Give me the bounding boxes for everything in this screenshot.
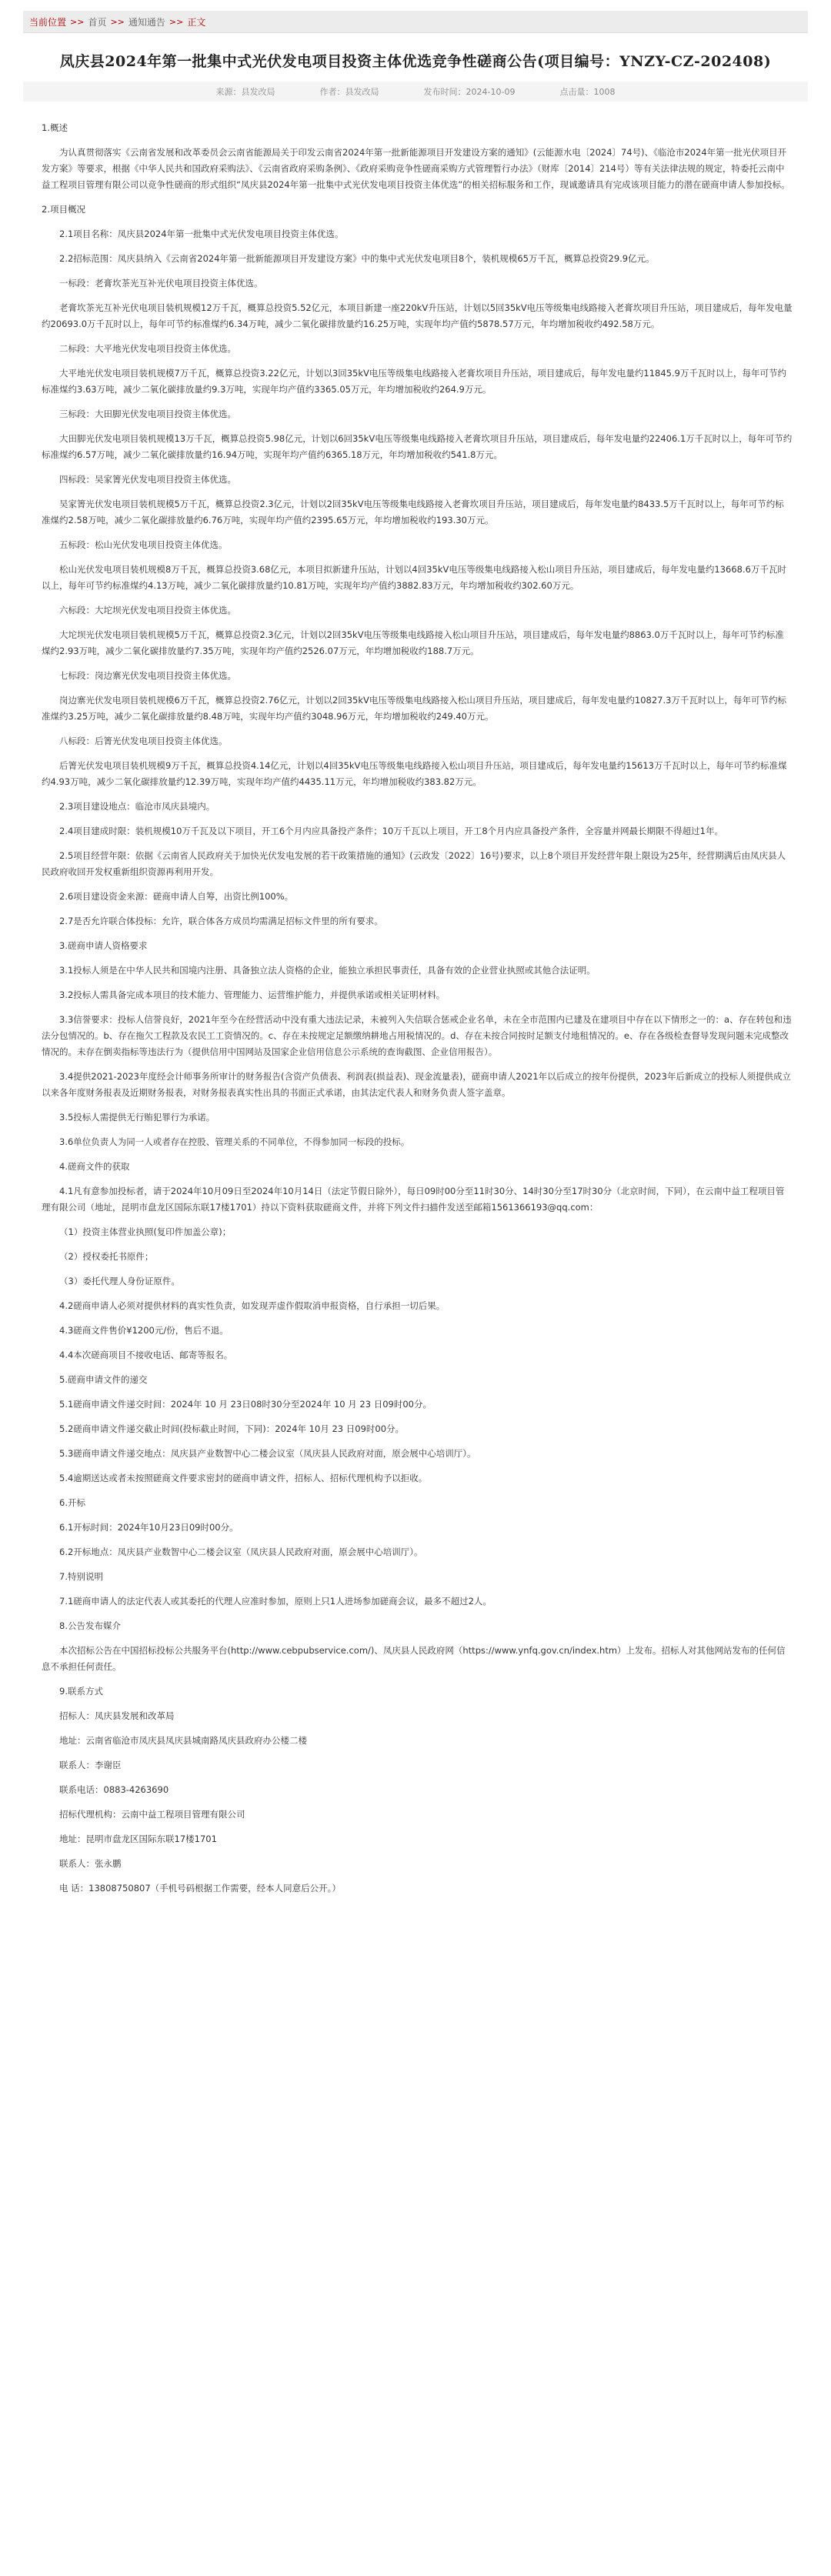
breadcrumb: [23, 11, 808, 33]
article-paragraph: 6.1开标时间：2024年10月23日09时00分。: [59, 1522, 239, 1533]
breadcrumb-current: 正文: [187, 16, 206, 28]
article-paragraph: 5.4逾期送达或者未按照磋商文件要求密封的磋商申请文件，招标人、招标代理机构予以拒收。: [59, 1473, 428, 1483]
article-paragraph: 大坨坝光伏发电项目装机规模5万千瓦，概算总投资2.3亿元，计划以2回35kV电压等级集电线路接入松山项目升压站，项目建成后，每年发电量约8863.0万千瓦时以上，每年可节约标准煤约2.93万吨，减少二氧化碳排放量约7.35万吨，实现年均产值约2526.07万元，年均增加税收约188.7万元。: [42, 629, 784, 656]
article-paragraph: 五标段：松山光伏发电项目投资主体优选。: [59, 539, 228, 550]
article-author: 作者：县发改局: [319, 87, 379, 97]
article-paragraph: （3）委托代理人身份证原件。: [59, 1276, 180, 1286]
article-paragraph: 为认真贯彻落实《云南省发展和改革委员会云南省能源局关于印发云南省2024年第一批新能源项目开发建设方案的通知》(云能源水电〔2024〕74号)、《临沧市2024年第一批光伏项目开发方案》等要求，根据《中华人民共和国政府采购法》、《云南省政府采购条例》、《政府采购竞争性磋商采购方式管理暂行办法》（财库〔2014〕214号）等有关法律法规的规定，特委托云南中益工程项目管理有限公司以竞争性磋商的形式组织“凤庆县2024年第一批集中式光伏发电项目投资主体优选”的相关招标服务和工作，现诚邀请具有完成该项目能力的潜在磋商申请人参加投标。: [42, 147, 790, 190]
article-paragraph: 一标段：老膏坎茶光互补光伏电项目投资主体优选。: [59, 278, 263, 289]
article-paragraph: 电 话：13808750807（手机号码根据工作需要，经本人同意后公开。）: [59, 1883, 341, 1894]
article-paragraph: 老膏坎茶光互补光伏电项目装机规模12万千瓦，概算总投资5.52亿元，本项目新建一座220kV升压站，计划以5回35kV电压等级集电线路接入老膏坎项目升压站，项目建成后，每年发电量约20693.0万千瓦时以上，每年可节约标准煤约6.34万吨，减少二氧化碳排放量约16.25万吨，实现年均产值约5878.57万元，年均增加税收约492.58万元。: [42, 302, 793, 329]
article-paragraph: 四标段：吴家箐光伏发电项目投资主体优选。: [59, 474, 236, 485]
breadcrumb-separator-icon: >>: [70, 16, 85, 27]
article-paragraph: 3.2投标人需具备完成本项目的技术能力、管理能力、运营维护能力，并提供承诺或相关证明材料。: [59, 989, 446, 1000]
article-paragraph: 本次招标公告在中国招标投标公共服务平台(http://www.cebpubservice.com/)、凤庆县人民政府网（https://www.ynfq.gov.cn/index.htm）上发布。招标人对其他网站发布的任何信息不承担任何责任。: [42, 1645, 786, 1672]
breadcrumb-home-link[interactable]: 首页: [88, 16, 107, 28]
article-paragraph: 联系人：张永鹏: [59, 1858, 122, 1869]
article-paragraph: 8.公告发布媒介: [59, 1620, 121, 1631]
article-paragraph: 3.磋商申请人资格要求: [59, 940, 148, 951]
article-paragraph: 六标段：大坨坝光伏发电项目投资主体优选。: [59, 605, 236, 616]
article-paragraph: 2.6项目建设资金来源：磋商申请人自筹，出资比例100%。: [59, 891, 294, 902]
article-paragraph: 松山光伏发电项目装机规模8万千瓦，概算总投资3.68亿元，本项目拟新建升压站，计划以4回35kV电压等级集电线路接入松山项目升压站，项目建成后，每年发电量约13668.6万千瓦时以上，每年可节约标准煤约4.13万吨，减少二氧化碳排放量约10.81万吨，实现年均产值约3882.83万元，年均增加税收约302.60万元。: [42, 564, 786, 591]
article-paragraph: 吴家箐光伏发电项目装机规模5万千瓦，概算总投资2.3亿元，计划以2回35kV电压等级集电线路接入老膏坎项目升压站，项目建成后，每年发电量约8433.5万千瓦时以上，每年可节约标准煤约2.58万吨，减少二氧化碳排放量约6.76万吨，实现年均产值约2395.65万元，年均增加税收约193.30万元。: [42, 499, 784, 526]
article-paragraph: 4.1凡有意参加投标者，请于2024年10月09日至2024年10月14日（法定节假日除外），每日09时00分至11时30分、14时30分至17时30分（北京时间，下同），在云南中益工程项目管理有限公司（地址，昆明市盘龙区国际东联17楼1701）持以下资料获取磋商文件，并将下列文件扫描件发送至邮箱1561366193@qq.com：: [42, 1186, 785, 1213]
article-paragraph: 后箐光伏发电项目装机规模9万千瓦，概算总投资4.14亿元，计划以4回35kV电压等级集电线路接入松山项目升压站，项目建成后，每年发电量约15613万千瓦时以上，每年可节约标准煤约4.93万吨，减少二氧化碳排放量约12.39万吨，实现年均产值约4435.11万元，年均增加税收约383.82万元。: [42, 760, 787, 787]
article-paragraph: 2.7是否允许联合体投标：允许，联合体各方成员均需满足招标文件里的所有要求。: [59, 916, 383, 926]
article-meta-bar: [23, 82, 808, 102]
article-paragraph: 6.开标: [59, 1497, 85, 1508]
breadcrumb-separator-icon: >>: [169, 16, 184, 27]
article-paragraph: 八标段：后箐光伏发电项目投资主体优选。: [59, 736, 228, 746]
article-source: 来源：县发改局: [215, 87, 275, 97]
article-paragraph: 7.特别说明: [59, 1571, 103, 1582]
article-paragraph: 地址：昆明市盘龙区国际东联17楼1701: [59, 1834, 217, 1844]
article-paragraph: 3.6单位负责人为同一人或者存在控股、管理关系的不同单位，不得参加同一标段的投标。: [59, 1136, 410, 1147]
article-paragraph: 三标段：大田脚光伏发电项目投资主体优选。: [59, 409, 236, 419]
article-paragraph: 大平地光伏发电项目装机规模7万千瓦，概算总投资3.22亿元，计划以3回35kV电压等级集电线路接入老膏坎项目升压站，项目建成后，每年发电量约11845.9万千瓦时以上，每年可节约标准煤约3.63万吨，减少二氧化碳排放量约9.3万吨，实现年均产值约3365.05万元，年均增加税收约264.9万元。: [42, 368, 786, 395]
article-paragraph: 二标段：大平地光伏发电项目投资主体优选。: [59, 343, 236, 354]
article-paragraph: 2.1项目名称：凤庆县2024年第一批集中式光伏发电项目投资主体优选。: [59, 229, 344, 239]
breadcrumb-location-label: 当前位置: [29, 16, 67, 28]
article-body: [23, 102, 808, 1897]
article-paragraph: 5.1磋商申请文件递交时间：2024年 10 月 23日08时30分至2024年 10 月 23 日09时00分。: [59, 1399, 432, 1410]
article-paragraph: 2.3项目建设地点：临沧市凤庆县境内。: [59, 801, 215, 812]
article-paragraph: 3.4提供2021-2023年度经会计师事务所审计的财务报告(含资产负债表、利润表(损益表)、现金流量表)，磋商申请人2021年以后成立的按年份提供，2023年后新成立的投标人须提供成立以来各年度财务报表及近期财务报表，对财务报表真实性出具的书面正式承诺，由其法定代表人和财务负责人签字盖章。: [42, 1071, 791, 1098]
article-date: 发布时间：2024-10-09: [423, 87, 516, 97]
article-paragraph: 2.4项目建成时限：装机规模10万千瓦及以下项目，开工6个月内应具备投产条件；10万千瓦以上项目，开工8个月内应具备投产条件，全容量并网最长期限不得超过1年。: [59, 826, 723, 836]
page-wrapper: [23, 0, 808, 1897]
article-title: 凤庆县2024年第一批集中式光伏发电项目投资主体优选竞争性磋商公告(项目编号：YNZY-CZ-202408): [59, 53, 772, 70]
breadcrumb-separator-icon: >>: [110, 16, 125, 27]
article-paragraph: 3.5投标人需提供无行贿犯罪行为承诺。: [59, 1112, 215, 1123]
article-paragraph: 联系人：李谢臣: [59, 1760, 122, 1770]
section-heading: 1.概述: [42, 122, 68, 133]
article-paragraph: 9.联系方式: [59, 1686, 103, 1697]
article-paragraph: 地址：云南省临沧市凤庆县凤庆县城南路凤庆县政府办公楼二楼: [59, 1735, 307, 1746]
section-heading: 2.项目概况: [42, 204, 85, 215]
article-paragraph: 4.2磋商申请人必须对提供材料的真实性负责，如发现弄虚作假取消申报资格，自行承担一切后果。: [59, 1300, 446, 1311]
article-paragraph: 招标人：凤庆县发展和改革局: [59, 1710, 175, 1721]
article-paragraph: 4.3磋商文件售价¥1200元/份，售后不退。: [59, 1325, 229, 1336]
article-paragraph: （1）投资主体营业执照(复印件加盖公章)；: [59, 1226, 232, 1237]
article-paragraph: 6.2开标地点：凤庆县产业数智中心二楼会议室（凤庆县人民政府对面，原会展中心培训厅）。: [59, 1547, 423, 1557]
article-paragraph: 4.磋商文件的获取: [59, 1161, 130, 1172]
breadcrumb-category-link[interactable]: 通知通告: [128, 16, 165, 28]
article-paragraph: 七标段：岗边寨光伏发电项目投资主体优选。: [59, 670, 236, 681]
article-paragraph: 7.1磋商申请人的法定代表人或其委托的代理人应准时参加，原则上只1人进场参加磋商会议，最多不超过2人。: [59, 1596, 492, 1607]
article-paragraph: 5.3磋商申请文件递交地点：凤庆县产业数智中心二楼会议室（凤庆县人民政府对面，原会展中心培训厅）。: [59, 1448, 476, 1459]
article-paragraph: 招标代理机构：云南中益工程项目管理有限公司: [59, 1809, 245, 1820]
article-paragraph: 3.1投标人须是在中华人民共和国境内注册、具备独立法人资格的企业，能独立承担民事责任，具备有效的企业营业执照或其他合法证明。: [59, 965, 596, 976]
article-paragraph: 5.2磋商申请文件递交截止时间(投标截止时间，下同)：2024年 10月 23 日09时00分。: [59, 1423, 405, 1434]
article-paragraph: 5.磋商申请文件的递交: [59, 1374, 148, 1385]
article-paragraph: 大田脚光伏发电项目装机规模13万千瓦，概算总投资5.98亿元，计划以6回35kV电压等级集电线路接入老膏坎项目升压站，项目建成后，每年发电量约22406.1万千瓦时以上，每年可节约标准煤约6.57万吨，减少二氧化碳排放量约16.94万吨，实现年均产值约6365.18万元，年均增加税收约541.8万元。: [42, 433, 793, 460]
article-paragraph: 2.5项目经营年限：依据《云南省人民政府关于加快光伏发电发展的若干政策措施的通知》(云政发〔2022〕16号)要求，以上8个项目开发经营年限上限设为25年，经营期满后由凤庆县人民政府收回开发权重新组织资源再利用开发。: [42, 850, 786, 877]
article-paragraph: 4.4本次磋商项目不接收电话、邮寄等报名。: [59, 1350, 233, 1360]
article-paragraph: 2.2招标范围：凤庆县纳入《云南省2024年第一批新能源项目开发建设方案》中的集中式光伏发电项目8个，装机规模65万千瓦，概算总投资29.9亿元。: [59, 253, 655, 264]
article-paragraph: 3.3信誉要求：投标人信誉良好，2021年至今在经营活动中没有重大违法记录，未被列入失信联合惩戒企业名单，未在全市范围内已建及在建项目中存在以下情形之一的：a、存在转包和违法分包情况的。b、存在拖欠工程款及农民工工资情况的。c、存在未按规定足额缴纳耕地占用税情况的。d、存在未按合同按时足额支付地租情况的。e、存在各级检查督导发现问题未完成整改情况的。未存在倒卖指标等违法行为（提供信用中国网站及国家企业信用信息公示系统的查询截图、企业信用报告）。: [42, 1014, 792, 1057]
article-paragraph: 岗边寨光伏发电项目装机规模6万千瓦，概算总投资2.76亿元，计划以2回35kV电压等级集电线路接入松山项目升压站，项目建成后，每年发电量约10827.3万千瓦时以上，每年可节约标准煤约3.25万吨，减少二氧化碳排放量约8.48万吨，实现年均产值约3048.96万元，年均增加税收约249.40万元。: [42, 695, 786, 722]
article-click-count: 点击量：1008: [559, 87, 616, 97]
article-paragraph: （2）授权委托书原件；: [59, 1251, 154, 1262]
article-paragraph: 联系电话：0883-4263690: [59, 1784, 169, 1795]
